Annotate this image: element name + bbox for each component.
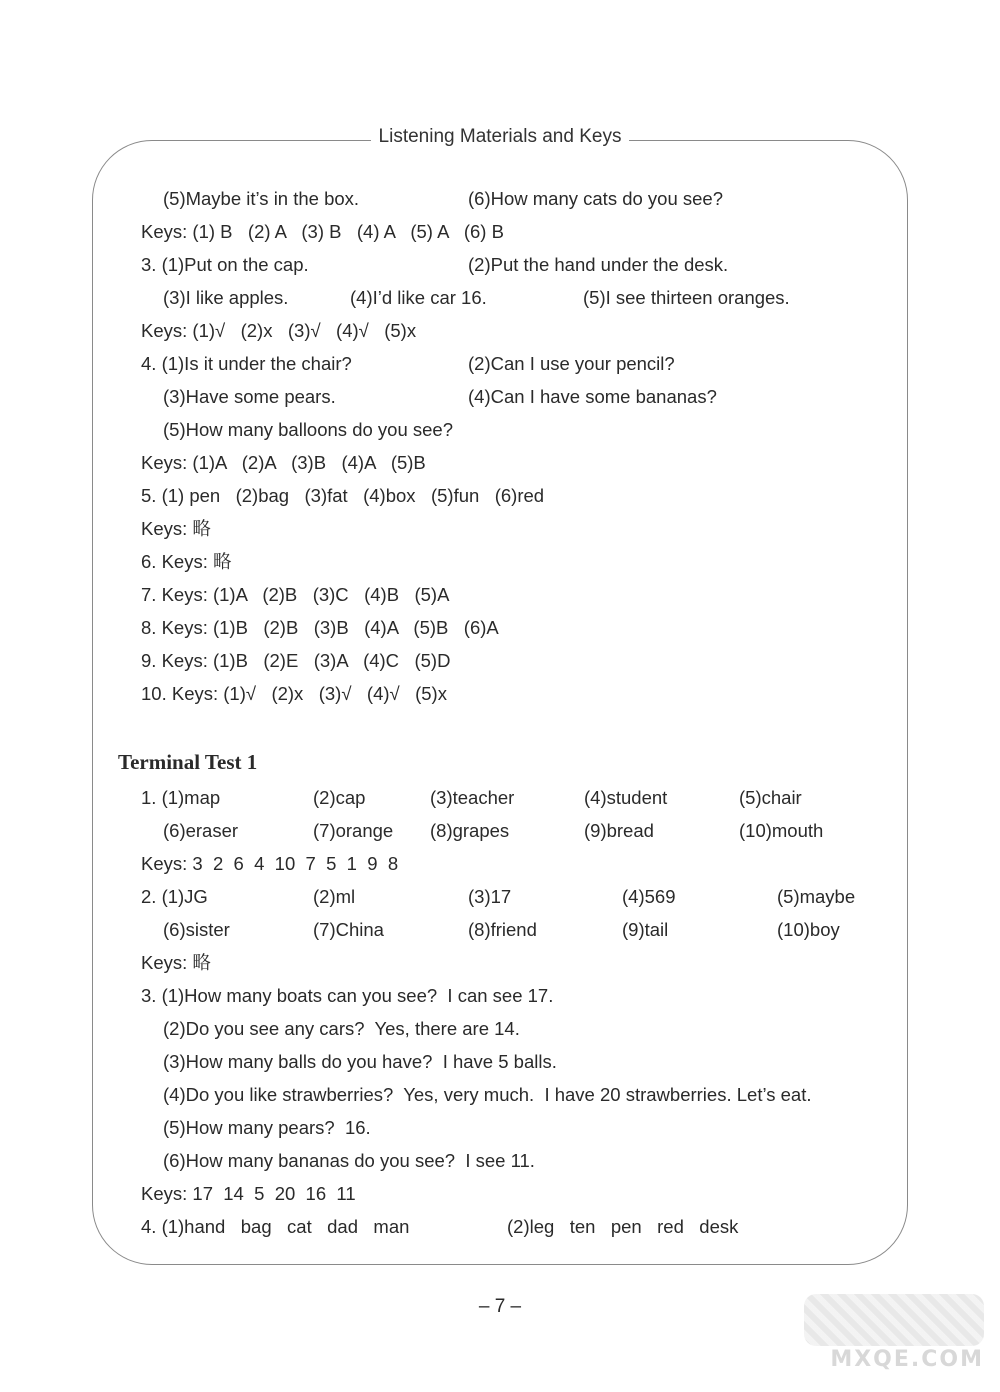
text-line: (2)Put the hand under the desk.	[468, 254, 729, 275]
watermark-logo-icon	[804, 1294, 984, 1346]
page-number: – 7 –	[478, 1296, 522, 1317]
text-line: 8. Keys: (1)B (2)B (3)B (4)A (5)B (6)A	[141, 617, 499, 638]
text-line: 1. (1)map	[141, 787, 221, 808]
text-line: (4)Can I have some bananas?	[468, 386, 717, 407]
text-line: 7. Keys: (1)A (2)B (3)C (4)B (5)A	[141, 584, 450, 605]
text-line: 5. (1) pen (2)bag (3)fat (4)box (5)fun (6)red	[141, 485, 545, 506]
text-line: (5)maybe	[777, 886, 856, 907]
text-line: (5)How many pears? 16.	[163, 1117, 371, 1138]
text-line: Keys: (1)√ (2)x (3)√ (4)√ (5)x	[141, 320, 417, 341]
text-line: (2)Do you see any cars? Yes, there are 14.	[163, 1018, 520, 1039]
text-line: (5)chair	[739, 787, 802, 808]
text-line: (4)I’d like car 16.	[350, 287, 487, 308]
text-line: (10)mouth	[739, 820, 824, 841]
text-line: (8)grapes	[430, 820, 510, 841]
text-line: 3. (1)How many boats can you see? I can see 17.	[141, 985, 554, 1006]
text-line: (6)How many bananas do you see? I see 11.	[163, 1150, 535, 1171]
text-line: Keys: 3 2 6 4 10 7 5 1 9 8	[141, 853, 399, 874]
text-line: (4)Do you like strawberries? Yes, very much. I have 20 strawberries. Let’s eat.	[163, 1084, 812, 1105]
text-line: (7)orange	[313, 820, 394, 841]
text-line: 4. (1)Is it under the chair?	[141, 353, 352, 374]
text-line: Keys: 17 14 5 20 16 11	[141, 1183, 356, 1204]
text-line: (4)student	[584, 787, 668, 808]
text-line: (2)Can I use your pencil?	[468, 353, 675, 374]
page-header	[0, 126, 1000, 148]
text-line: (3)How many balls do you have? I have 5 balls.	[163, 1051, 557, 1072]
text-line: (3)teacher	[430, 787, 515, 808]
text-line: (5)How many balloons do you see?	[163, 419, 453, 440]
text-line: (8)friend	[468, 919, 537, 940]
text-line: Keys: 略	[141, 952, 211, 973]
text-line: 2. (1)JG	[141, 886, 208, 907]
header-title: Listening Materials and Keys	[371, 126, 630, 147]
text-line: (2)cap	[313, 787, 366, 808]
text-line: (6)How many cats do you see?	[468, 188, 724, 209]
text-line: Keys: (1)A (2)A (3)B (4)A (5)B	[141, 452, 426, 473]
text-line: (3)17	[468, 886, 512, 907]
text-line: (2)leg ten pen red desk	[507, 1216, 739, 1237]
text-line: (7)China	[313, 919, 384, 940]
text-line: (4)569	[622, 886, 676, 907]
text-line: Keys: 略	[141, 518, 211, 539]
text-line: 3. (1)Put on the cap.	[141, 254, 309, 275]
text-line: (3)Have some pears.	[163, 386, 336, 407]
text-line: (6)sister	[163, 919, 230, 940]
section-title: Terminal Test 1	[118, 750, 258, 774]
text-line: (9)tail	[622, 919, 669, 940]
text-line: (5)I see thirteen oranges.	[583, 287, 790, 308]
text-line: 6. Keys: 略	[141, 551, 232, 572]
text-line: (3)I like apples.	[163, 287, 289, 308]
text-line: 10. Keys: (1)√ (2)x (3)√ (4)√ (5)x	[141, 683, 447, 704]
text-line: (5)Maybe it’s in the box.	[163, 188, 360, 209]
text-line: 4. (1)hand bag cat dad man	[141, 1216, 410, 1237]
text-line: (6)eraser	[163, 820, 239, 841]
watermark-logo	[798, 1294, 988, 1374]
watermark-text: MXQE.COM	[830, 1347, 984, 1372]
text-line: (9)bread	[584, 820, 654, 841]
text-line: (2)ml	[313, 886, 356, 907]
text-line: (10)boy	[777, 919, 840, 940]
text-line: 9. Keys: (1)B (2)E (3)A (4)C (5)D	[141, 650, 451, 671]
text-line: Keys: (1) B (2) A (3) B (4) A (5) A (6) B	[141, 221, 504, 242]
